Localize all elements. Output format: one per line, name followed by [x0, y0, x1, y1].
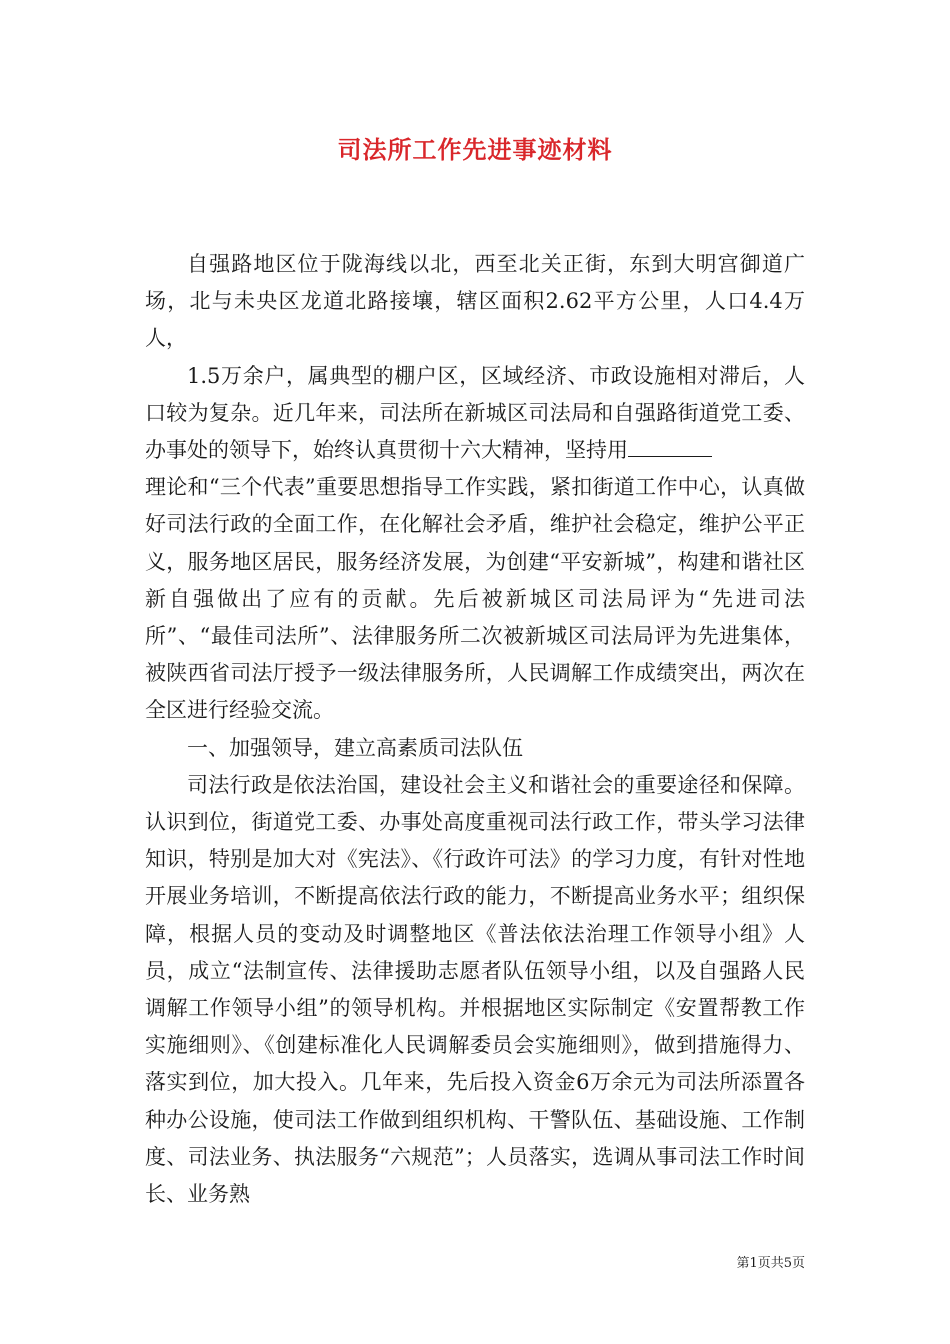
page-indicator: 第1页共5页	[736, 1256, 805, 1271]
document-title: 司法所工作先进事迹材料	[337, 135, 613, 164]
redacted-blank	[628, 438, 712, 457]
paragraph-overview-text: 1.5万余户，属典型的棚户区，区域经济、市政设施相对滞后，人口较为复杂。近几年来，司法所在新城区司法局和自强路街道党工委、办事处的领导下，始终认真贯彻十六大精神，坚持用	[145, 363, 805, 463]
paragraph-intro: 自强路地区位于陇海线以北，西至北关正街，东到大明宫御道广场，北与未央区龙道北路接壤，辖区面积2.62平方公里，人口4.4万人，	[145, 252, 805, 351]
section-heading-1: 一、加强领导，建立高素质司法队伍	[187, 735, 523, 760]
paragraph-overview	[145, 358, 805, 470]
paragraph-section-1: 司法行政是依法治国，建设社会主义和谐社会的重要途径和保障。认识到位，街道党工委、办事处高度重视司法行政工作，带头学习法律知识，特别是加大对《宪法》、《行政许可法》的学习力度，有针对性地开展业务培训，不断提高依法行政的能力，不断提高业务水平；组织保障，根据人员的变动及时调整地区《普法依法治理工作领导小组》人员，成立“法制宣传、法律援助志愿者队伍领导小组，以及自强路人民调解工作领导小组”的领导机构。并根据地区实际制定《安置帮教工作实施细则》、《创建标准化人民调解委员会实施细则》，做到措施得力、落实到位，加大投入。几年来，先后投入资金6万余元为司法所添置各种办公设施，使司法工作做到组织机构、干警队伍、基础设施、工作制度、司法业务、执法服务“六规范”；人员落实，选调从事司法工作时间长、业务熟	[145, 772, 805, 1207]
paragraph-achievements: 理论和“三个代表”重要思想指导工作实践，紧扣街道工作中心，认真做好司法行政的全面工作，在化解社会矛盾，维护社会稳定，维护公平正义，服务地区居民，服务经济发展，为创建“平安新城”，构建和谐社区新自强做出了应有的贡献。先后被新城区司法局评为“先进司法所”、“最佳司法所”、法律服务所二次被新城区司法局评为先进集体，被陕西省司法厅授予一级法律服务所，人民调解工作成绩突出，两次在全区进行经验交流。	[145, 475, 805, 723]
document-body	[145, 246, 805, 1213]
